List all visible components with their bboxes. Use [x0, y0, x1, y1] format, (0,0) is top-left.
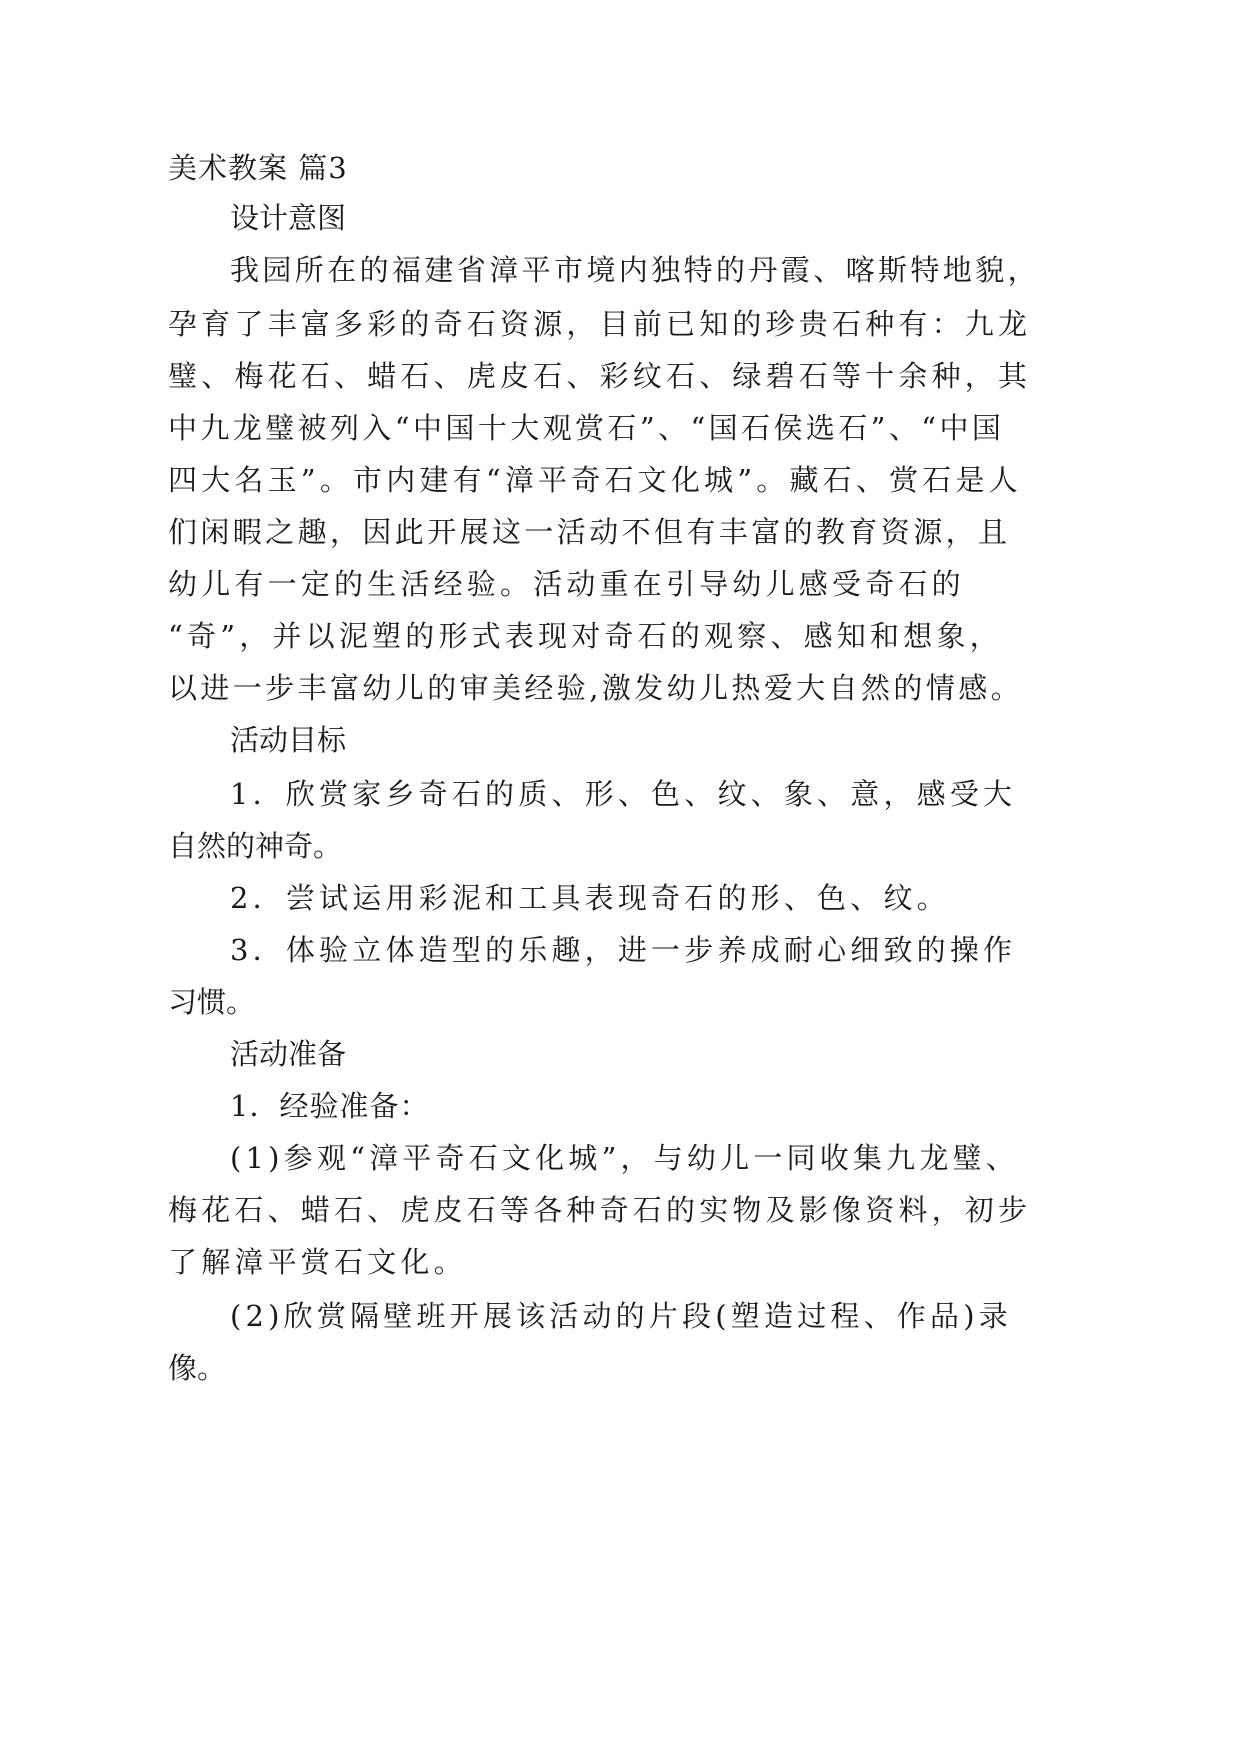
paragraph-line: 孕育了丰富多彩的奇石资源，目前已知的珍贵石种有：九龙 — [168, 307, 1032, 341]
paragraph-line: “奇”，并以泥塑的形式表现对奇石的观察、感知和想象， — [168, 619, 1003, 653]
prep-subitem: (2)欣赏隔壁班开展该活动的片段(塑造过程、作品)录 — [230, 1299, 1012, 1333]
heading-activity-prep: 活动准备 — [230, 1037, 347, 1071]
paragraph-line: 我园所在的福建省漳平市境内独特的丹霞、喀斯特地貌， — [230, 253, 1041, 287]
paragraph-line: 璧、梅花石、蜡石、虎皮石、彩纹石、绿碧石等十余种，其 — [168, 359, 1032, 393]
goal-item: 1．欣赏家乡奇石的质、形、色、纹、象、意，感受大 — [230, 777, 1017, 811]
heading-design-intent: 设计意图 — [230, 201, 347, 235]
goal-item-continuation: 习惯。 — [168, 985, 256, 1019]
goal-item: 2．尝试运用彩泥和工具表现奇石的形、色、纹。 — [230, 881, 950, 915]
prep-item: 1．经验准备： — [230, 1089, 430, 1123]
goal-item-continuation: 自然的神奇。 — [168, 829, 343, 863]
paragraph-line: 们闲暇之趣，因此开展这一活动不但有丰富的教育资源，且 — [168, 515, 1011, 549]
prep-subitem: (1)参观“漳平奇石文化城”，与幼儿一同收集九龙璧、 — [230, 1141, 1019, 1175]
heading-activity-goals: 活动目标 — [230, 723, 347, 757]
prep-subitem-continuation: 像。 — [168, 1351, 227, 1385]
paragraph-line: 以进一步丰富幼儿的审美经验,激发幼儿热爱大自然的情感。 — [168, 671, 1024, 705]
prep-subitem-continuation: 了解漳平赏石文化。 — [168, 1245, 467, 1279]
paragraph-line: 中九龙璧被列入“中国十大观赏石”、“国石侯选石”、“中国 — [168, 411, 1005, 445]
prep-subitem-continuation: 梅花石、蜡石、虎皮石等各种奇石的实物及影像资料，初步 — [168, 1193, 1032, 1227]
goal-item: 3．体验立体造型的乐趣，进一步养成耐心细致的操作 — [230, 933, 1017, 967]
document-title: 美术教案 篇3 — [168, 151, 348, 185]
paragraph-line: 四大名玉”。市内建有“漳平奇石文化城”。藏石、赏石是人 — [168, 463, 1022, 497]
paragraph-line: 幼儿有一定的生活经验。活动重在引导幼儿感受奇石的 — [168, 567, 965, 601]
